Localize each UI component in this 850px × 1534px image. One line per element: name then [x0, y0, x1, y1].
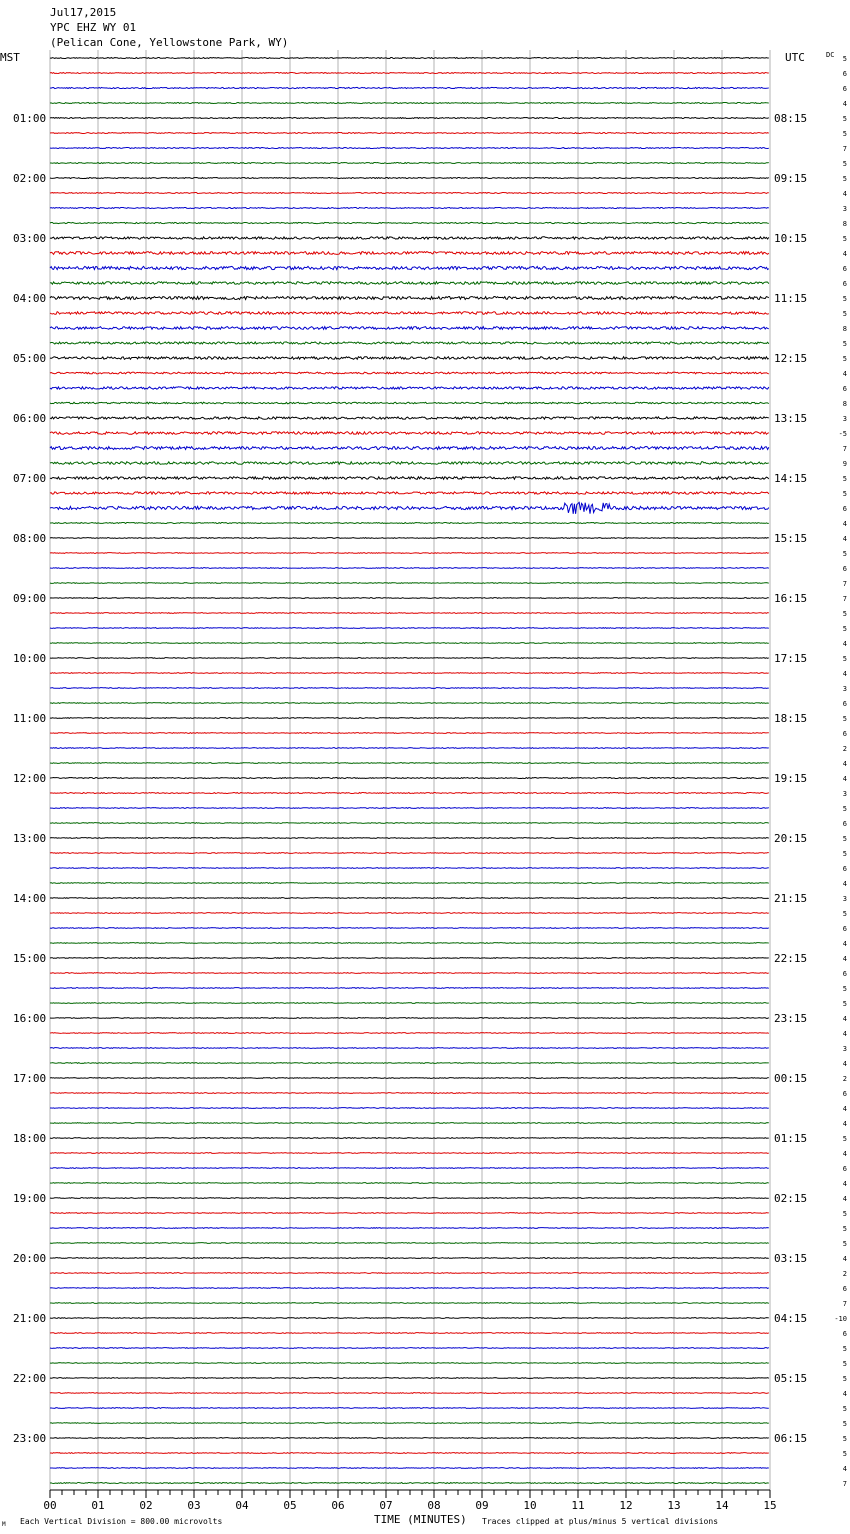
trace-row — [50, 58, 769, 59]
dc-offset-value: 3 — [842, 685, 847, 693]
trace-row — [50, 237, 769, 239]
dc-offset-value: -10 — [834, 1315, 847, 1323]
dc-offset-value: 2 — [842, 745, 847, 753]
mst-hour-label: 03:00 — [13, 232, 47, 245]
utc-hour-label: 06:15 — [774, 1432, 808, 1445]
trace-row — [50, 1018, 769, 1019]
utc-hour-label: 10:15 — [774, 232, 808, 245]
dc-offset-value: 7 — [842, 1300, 847, 1308]
dc-offset-value: 5 — [842, 910, 847, 918]
x-tick-label: 14 — [715, 1499, 729, 1512]
dc-offset-value: 3 — [842, 790, 847, 798]
utc-hour-label: 01:15 — [774, 1132, 808, 1145]
trace-row — [50, 1063, 769, 1064]
dc-offset-value: 4 — [842, 520, 847, 528]
trace-row — [50, 973, 769, 974]
trace-row — [50, 1408, 769, 1409]
trace-row — [50, 613, 769, 614]
mst-hour-label: 16:00 — [13, 1012, 47, 1025]
dc-offset-value: 7 — [842, 145, 847, 153]
trace-row — [50, 103, 769, 104]
trace-row — [50, 1453, 769, 1454]
dc-offset-value: 5 — [842, 55, 847, 63]
mst-hour-label: 13:00 — [13, 832, 47, 845]
dc-offset-value: 4 — [842, 100, 847, 108]
x-tick-label: 06 — [331, 1499, 345, 1512]
x-tick-label: 15 — [763, 1499, 777, 1512]
trace-row — [50, 778, 769, 779]
dc-offset-value: 4 — [842, 1015, 847, 1023]
mst-hour-label: 20:00 — [13, 1252, 47, 1265]
left-timezone-label: MST — [0, 51, 20, 64]
x-tick-label: 11 — [571, 1499, 585, 1512]
trace-row — [50, 1093, 769, 1094]
trace-row — [50, 598, 769, 599]
mst-hour-label: 09:00 — [13, 592, 47, 605]
dc-offset-value: 4 — [842, 760, 847, 768]
dc-offset-value: 4 — [842, 775, 847, 783]
trace-row — [50, 1393, 769, 1394]
dc-offset-value: 6 — [842, 70, 847, 78]
dc-offset-value: 9 — [842, 460, 847, 468]
trace-row — [50, 387, 769, 389]
trace-row — [50, 327, 769, 330]
trace-row — [50, 417, 769, 419]
trace-row — [50, 1348, 769, 1349]
trace-row — [50, 1333, 769, 1334]
x-tick-label: 04 — [235, 1499, 249, 1512]
utc-hour-label: 20:15 — [774, 832, 808, 845]
trace-row — [50, 943, 769, 944]
mst-hour-label: 02:00 — [13, 172, 47, 185]
grid-lines — [50, 50, 770, 1490]
trace-row — [50, 252, 769, 255]
trace-row — [50, 193, 769, 194]
trace-row — [50, 868, 769, 869]
dc-offset-value: 8 — [842, 220, 847, 228]
trace-row — [50, 1258, 769, 1259]
dc-offset-value: 5 — [842, 1225, 847, 1233]
dc-offset-value: 4 — [842, 1105, 847, 1113]
trace-row — [50, 297, 769, 300]
trace-row — [50, 793, 769, 794]
trace-row — [50, 553, 769, 554]
dc-offset-value: 6 — [842, 730, 847, 738]
trace-row — [50, 1213, 769, 1214]
footer-clip-note: Traces clipped at plus/minus 5 vertical divisions — [482, 1517, 719, 1526]
trace-row — [50, 1243, 769, 1244]
dc-offset-value: 6 — [842, 565, 847, 573]
trace-row — [50, 1123, 769, 1124]
dc-offset-value: 5 — [842, 835, 847, 843]
x-tick-label: 12 — [619, 1499, 633, 1512]
trace-row — [50, 718, 769, 719]
dc-offset-value: 7 — [842, 445, 847, 453]
dc-offset-value: 5 — [842, 985, 847, 993]
header-date: Jul17,2015 — [50, 6, 117, 19]
mst-hour-label: 05:00 — [13, 352, 47, 365]
trace-row — [50, 913, 769, 914]
x-tick-label: 00 — [43, 1499, 57, 1512]
x-tick-label: 08 — [427, 1499, 441, 1512]
dc-offset-value: 7 — [842, 595, 847, 603]
trace-row — [50, 1183, 769, 1184]
trace-row — [50, 492, 769, 494]
trace-row — [50, 222, 769, 223]
dc-offset-value: 8 — [842, 400, 847, 408]
dc-offset-value: 6 — [842, 865, 847, 873]
trace-row — [50, 658, 769, 659]
dc-offset-value: 6 — [842, 820, 847, 828]
mst-hour-label: 21:00 — [13, 1312, 47, 1325]
dc-offset-value: 4 — [842, 1120, 847, 1128]
trace-row — [50, 1483, 769, 1484]
trace-row — [50, 1378, 769, 1379]
trace-row — [50, 118, 769, 119]
dc-offset-value: 4 — [842, 250, 847, 258]
dc-offset-value: 5 — [842, 1000, 847, 1008]
dc-offset-value: 5 — [842, 340, 847, 348]
trace-row — [50, 1228, 769, 1229]
dc-offset-value: 6 — [842, 1165, 847, 1173]
x-tick-label: 10 — [523, 1499, 537, 1512]
mst-hour-label: 08:00 — [13, 532, 47, 545]
dc-offset-column — [834, 55, 847, 1488]
dc-offset-value: 5 — [842, 1210, 847, 1218]
mst-hour-label: 19:00 — [13, 1192, 47, 1205]
dc-offset-value: 5 — [842, 175, 847, 183]
dc-offset-value: 7 — [842, 580, 847, 588]
trace-row — [50, 838, 769, 839]
dc-offset-value: 5 — [842, 625, 847, 633]
dc-offset-value: 5 — [842, 1435, 847, 1443]
dc-offset-value: 5 — [842, 1375, 847, 1383]
trace-row — [50, 823, 769, 824]
x-tick-label: 01 — [91, 1499, 105, 1512]
dc-offset-value: 6 — [842, 1090, 847, 1098]
mst-hour-label: 14:00 — [13, 892, 47, 905]
dc-offset-value: 4 — [842, 1150, 847, 1158]
dc-offset-value: 4 — [842, 640, 847, 648]
dc-offset-value: 8 — [842, 325, 847, 333]
dc-offset-value: 4 — [842, 1390, 847, 1398]
trace-row — [50, 1288, 769, 1289]
dc-offset-value: 4 — [842, 190, 847, 198]
mst-hour-label: 07:00 — [13, 472, 47, 485]
utc-hour-label: 22:15 — [774, 952, 808, 965]
trace-row — [50, 688, 769, 689]
trace-row — [50, 898, 769, 899]
mst-hour-label: 04:00 — [13, 292, 47, 305]
mst-hour-label: 11:00 — [13, 712, 47, 725]
footer-mark: M — [2, 1521, 6, 1528]
utc-hour-label: 14:15 — [774, 472, 808, 485]
dc-offset-value: 4 — [842, 955, 847, 963]
trace-row — [50, 1468, 769, 1469]
trace-row — [50, 477, 769, 480]
trace-row — [50, 958, 769, 959]
dc-label: DC — [826, 51, 835, 59]
right-timezone-label: UTC — [785, 51, 805, 64]
dc-offset-value: 5 — [842, 490, 847, 498]
dc-offset-value: 6 — [842, 1285, 847, 1293]
trace-row — [50, 402, 769, 404]
footer-scale-note: Each Vertical Division = 800.00 microvolts — [20, 1517, 223, 1526]
trace-row — [50, 462, 769, 465]
dc-offset-value: 4 — [842, 670, 847, 678]
dc-offset-value: 4 — [842, 1195, 847, 1203]
mst-hour-label: 01:00 — [13, 112, 47, 125]
trace-row — [50, 432, 769, 435]
trace-row — [50, 928, 769, 929]
trace-row — [50, 87, 769, 88]
dc-offset-value: 5 — [842, 310, 847, 318]
trace-row — [50, 1168, 769, 1169]
dc-offset-value: 5 — [842, 550, 847, 558]
utc-hour-label: 23:15 — [774, 1012, 808, 1025]
trace-row — [50, 208, 769, 209]
dc-offset-value: 6 — [842, 970, 847, 978]
dc-offset-value: 5 — [842, 130, 847, 138]
trace-row — [50, 763, 769, 764]
trace-row — [50, 748, 769, 749]
mst-hour-label: 15:00 — [13, 952, 47, 965]
trace-row — [50, 1003, 769, 1004]
header-location: (Pelican Cone, Yellowstone Park, WY) — [50, 36, 289, 49]
dc-offset-value: 4 — [842, 1030, 847, 1038]
dc-offset-value: 7 — [842, 1480, 847, 1488]
trace-row — [50, 342, 769, 344]
trace-row — [50, 282, 769, 285]
dc-offset-value: 6 — [842, 85, 847, 93]
trace-row — [50, 502, 769, 514]
dc-offset-value: 4 — [842, 940, 847, 948]
dc-offset-value: 5 — [842, 1405, 847, 1413]
trace-row — [50, 133, 769, 134]
trace-row — [50, 447, 769, 450]
utc-hour-label: 15:15 — [774, 532, 808, 545]
x-axis — [43, 1490, 776, 1512]
utc-hour-label: 00:15 — [774, 1072, 808, 1085]
utc-hour-label: 11:15 — [774, 292, 808, 305]
mst-hour-label: 12:00 — [13, 772, 47, 785]
dc-offset-value: -5 — [838, 430, 847, 438]
dc-offset-value: 5 — [842, 160, 847, 168]
trace-row — [50, 1363, 769, 1364]
trace-row — [50, 1138, 769, 1139]
dc-offset-value: 4 — [842, 370, 847, 378]
dc-offset-value: 5 — [842, 655, 847, 663]
x-tick-label: 02 — [139, 1499, 153, 1512]
header-station: YPC EHZ WY 01 — [50, 21, 137, 34]
dc-offset-value: 4 — [842, 1180, 847, 1188]
utc-hour-label: 19:15 — [774, 772, 808, 785]
trace-row — [50, 538, 769, 539]
utc-hour-label: 08:15 — [774, 112, 808, 125]
mst-hour-label: 17:00 — [13, 1072, 47, 1085]
trace-row — [50, 178, 769, 179]
mst-hour-label: 23:00 — [13, 1432, 47, 1445]
dc-offset-value: 5 — [842, 610, 847, 618]
dc-offset-value: 5 — [842, 1360, 847, 1368]
dc-offset-value: 5 — [842, 1450, 847, 1458]
dc-offset-value: 5 — [842, 805, 847, 813]
x-tick-label: 05 — [283, 1499, 297, 1512]
utc-hour-label: 16:15 — [774, 592, 808, 605]
utc-hour-label: 17:15 — [774, 652, 808, 665]
trace-row — [50, 883, 769, 884]
dc-offset-value: 2 — [842, 1270, 847, 1278]
trace-row — [50, 1423, 769, 1424]
x-tick-label: 13 — [667, 1499, 681, 1512]
trace-row — [50, 673, 769, 674]
trace-row — [50, 808, 769, 809]
trace-row — [50, 1078, 769, 1079]
utc-hour-label: 02:15 — [774, 1192, 808, 1205]
dc-offset-value: 5 — [842, 355, 847, 363]
mst-hour-label: 22:00 — [13, 1372, 47, 1385]
trace-row — [50, 1303, 769, 1304]
trace-row — [50, 733, 769, 734]
dc-offset-value: 5 — [842, 1135, 847, 1143]
trace-row — [50, 148, 769, 149]
utc-hour-label: 04:15 — [774, 1312, 808, 1325]
trace-row — [50, 1153, 769, 1154]
dc-offset-value: 3 — [842, 895, 847, 903]
dc-offset-value: 6 — [842, 505, 847, 513]
trace-row — [50, 703, 769, 704]
dc-offset-value: 5 — [842, 715, 847, 723]
trace-row — [50, 1318, 769, 1319]
utc-hour-label: 09:15 — [774, 172, 808, 185]
trace-row — [50, 523, 769, 524]
trace-row — [50, 372, 769, 374]
trace-row — [50, 853, 769, 854]
dc-offset-value: 5 — [842, 1345, 847, 1353]
dc-offset-value: 5 — [842, 295, 847, 303]
trace-row — [50, 628, 769, 629]
utc-hour-label: 18:15 — [774, 712, 808, 725]
dc-offset-value: 6 — [842, 1330, 847, 1338]
trace-row — [50, 1438, 769, 1439]
trace-row — [50, 312, 769, 315]
dc-offset-value: 6 — [842, 385, 847, 393]
trace-row — [50, 266, 769, 269]
trace-row — [50, 568, 769, 569]
mst-hour-label: 06:00 — [13, 412, 47, 425]
trace-row — [50, 583, 769, 584]
dc-offset-value: 4 — [842, 1255, 847, 1263]
trace-row — [50, 73, 769, 74]
dc-offset-value: 6 — [842, 265, 847, 273]
dc-offset-value: 3 — [842, 205, 847, 213]
utc-hour-label: 13:15 — [774, 412, 808, 425]
trace-row — [50, 1048, 769, 1049]
x-tick-label: 07 — [379, 1499, 393, 1512]
trace-row — [50, 357, 769, 360]
x-axis-title: TIME (MINUTES) — [374, 1513, 467, 1526]
dc-offset-value: 3 — [842, 1045, 847, 1053]
trace-row — [50, 1108, 769, 1109]
dc-offset-value: 6 — [842, 280, 847, 288]
trace-row — [50, 1273, 769, 1274]
dc-offset-value: 5 — [842, 235, 847, 243]
mst-hour-label: 18:00 — [13, 1132, 47, 1145]
dc-offset-value: 4 — [842, 1060, 847, 1068]
x-tick-label: 09 — [475, 1499, 489, 1512]
dc-offset-value: 5 — [842, 1240, 847, 1248]
dc-offset-value: 5 — [842, 1420, 847, 1428]
dc-offset-value: 5 — [842, 115, 847, 123]
dc-offset-value: 4 — [842, 880, 847, 888]
dc-offset-value: 4 — [842, 1465, 847, 1473]
trace-row — [50, 1033, 769, 1034]
dc-offset-value: 3 — [842, 415, 847, 423]
utc-hour-label: 21:15 — [774, 892, 808, 905]
utc-hour-label: 05:15 — [774, 1372, 808, 1385]
seismic-traces — [50, 58, 769, 1484]
dc-offset-value: 2 — [842, 1075, 847, 1083]
dc-offset-value: 6 — [842, 925, 847, 933]
dc-offset-value: 5 — [842, 850, 847, 858]
dc-offset-value: 4 — [842, 535, 847, 543]
trace-row — [50, 163, 769, 164]
trace-row — [50, 1198, 769, 1199]
dc-offset-value: 6 — [842, 700, 847, 708]
utc-hour-label: 03:15 — [774, 1252, 808, 1265]
trace-row — [50, 643, 769, 644]
dc-offset-value: 5 — [842, 475, 847, 483]
mst-hour-label: 10:00 — [13, 652, 47, 665]
x-tick-label: 03 — [187, 1499, 201, 1512]
trace-row — [50, 988, 769, 989]
utc-hour-label: 12:15 — [774, 352, 808, 365]
